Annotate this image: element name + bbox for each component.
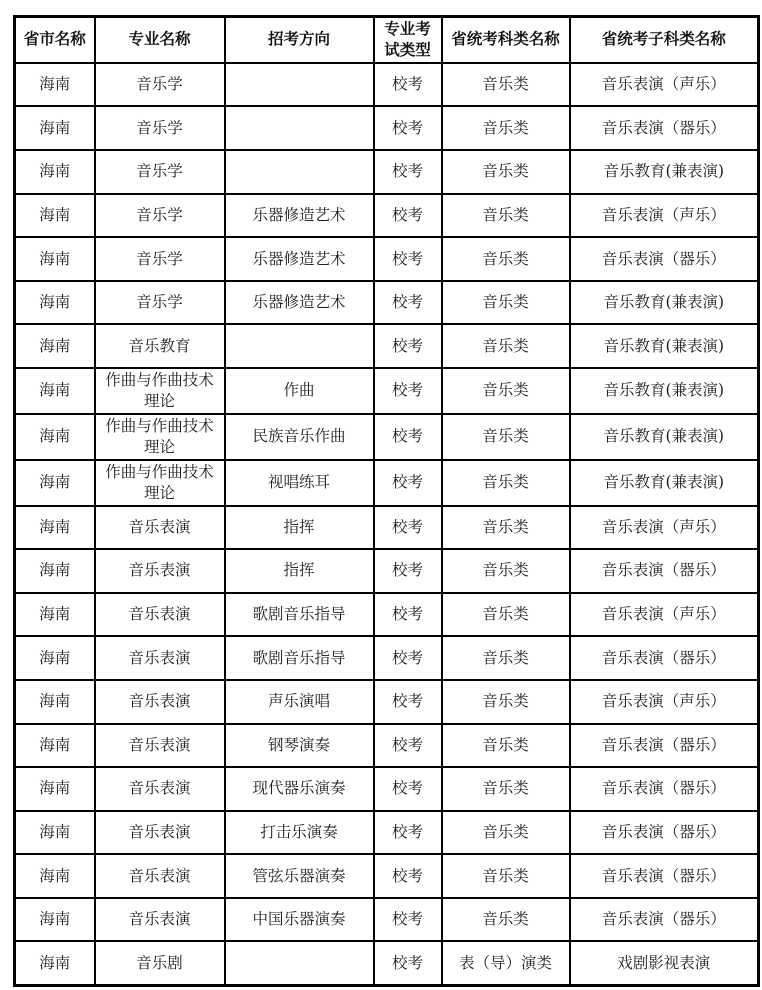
table-cell: 音乐表演（器乐） [570, 724, 759, 768]
table-cell: 校考 [374, 194, 442, 238]
table-row [15, 324, 759, 368]
table-cell: 音乐类 [442, 150, 570, 194]
table-cell: 海南 [15, 854, 95, 898]
column-header: 招考方向 [225, 17, 374, 63]
table-cell: 海南 [15, 63, 95, 107]
table-cell: 音乐学 [95, 63, 225, 107]
column-header: 省市名称 [15, 17, 95, 63]
table-cell: 乐器修造艺术 [225, 281, 374, 325]
table-cell: 音乐教育(兼表演) [570, 281, 759, 325]
table-cell: 音乐类 [442, 414, 570, 460]
table-cell: 音乐学 [95, 106, 225, 150]
table-cell: 校考 [374, 724, 442, 768]
table-cell: 音乐教育(兼表演) [570, 150, 759, 194]
table-cell [225, 941, 374, 985]
table-row [15, 368, 759, 414]
table-cell: 校考 [374, 680, 442, 724]
table-cell: 歌剧音乐指导 [225, 636, 374, 680]
table-cell: 海南 [15, 368, 95, 414]
table-cell: 音乐表演（声乐） [570, 63, 759, 107]
table-cell: 作曲与作曲技术理论 [95, 368, 225, 414]
table-cell: 校考 [374, 506, 442, 550]
table-cell: 校考 [374, 237, 442, 281]
table-cell: 音乐类 [442, 549, 570, 593]
table-row [15, 281, 759, 325]
table-cell: 海南 [15, 106, 95, 150]
table-cell: 指挥 [225, 549, 374, 593]
table-cell: 校考 [374, 368, 442, 414]
table-cell: 音乐类 [442, 506, 570, 550]
table-cell: 现代器乐演奏 [225, 767, 374, 811]
table-cell: 音乐类 [442, 237, 570, 281]
table-cell: 乐器修造艺术 [225, 194, 374, 238]
table-row [15, 854, 759, 898]
table-row [15, 593, 759, 637]
table-cell: 音乐表演 [95, 898, 225, 942]
table-row [15, 767, 759, 811]
table-cell: 音乐教育(兼表演) [570, 324, 759, 368]
table-cell: 海南 [15, 194, 95, 238]
table-row [15, 106, 759, 150]
table-cell: 音乐类 [442, 898, 570, 942]
table-cell: 校考 [374, 854, 442, 898]
table-cell: 音乐学 [95, 281, 225, 325]
table-row [15, 680, 759, 724]
table-row [15, 150, 759, 194]
header-row [15, 17, 759, 63]
table-cell: 作曲与作曲技术理论 [95, 414, 225, 460]
table-cell: 音乐类 [442, 680, 570, 724]
table-cell: 音乐类 [442, 811, 570, 855]
table-cell: 音乐表演（声乐） [570, 506, 759, 550]
table-row [15, 811, 759, 855]
table-row [15, 414, 759, 460]
table-row [15, 506, 759, 550]
table-cell: 海南 [15, 898, 95, 942]
table-cell: 校考 [374, 460, 442, 506]
table-cell: 音乐表演（器乐） [570, 237, 759, 281]
table-cell: 校考 [374, 324, 442, 368]
table-cell: 音乐表演（器乐） [570, 106, 759, 150]
table-cell: 音乐表演（器乐） [570, 811, 759, 855]
table-cell: 音乐表演 [95, 767, 225, 811]
table-cell: 海南 [15, 767, 95, 811]
table-cell: 音乐剧 [95, 941, 225, 985]
table-cell: 校考 [374, 281, 442, 325]
table-cell: 海南 [15, 460, 95, 506]
table-cell: 音乐类 [442, 854, 570, 898]
column-header: 省统考子科类名称 [570, 17, 759, 63]
table-cell: 音乐类 [442, 324, 570, 368]
table-cell: 音乐表演 [95, 854, 225, 898]
table-cell [225, 324, 374, 368]
table-cell: 音乐类 [442, 593, 570, 637]
table-cell: 音乐类 [442, 636, 570, 680]
table-cell: 戏剧影视表演 [570, 941, 759, 985]
table-cell: 音乐类 [442, 724, 570, 768]
table-cell: 海南 [15, 414, 95, 460]
table-cell: 中国乐器演奏 [225, 898, 374, 942]
table-cell: 指挥 [225, 506, 374, 550]
table-cell: 海南 [15, 941, 95, 985]
table-cell: 海南 [15, 324, 95, 368]
table-row [15, 237, 759, 281]
table-row [15, 63, 759, 107]
table-cell: 作曲与作曲技术理论 [95, 460, 225, 506]
table-cell: 海南 [15, 636, 95, 680]
table-row [15, 941, 759, 985]
table-cell: 乐器修造艺术 [225, 237, 374, 281]
table-cell: 音乐表演 [95, 811, 225, 855]
table-cell: 音乐类 [442, 106, 570, 150]
table-cell: 声乐演唱 [225, 680, 374, 724]
table-cell: 音乐表演 [95, 506, 225, 550]
table-cell: 音乐学 [95, 150, 225, 194]
table-row [15, 549, 759, 593]
table-cell [225, 150, 374, 194]
table-cell: 民族音乐作曲 [225, 414, 374, 460]
table-cell: 校考 [374, 106, 442, 150]
table-cell: 音乐教育(兼表演) [570, 460, 759, 506]
table-cell: 音乐类 [442, 368, 570, 414]
table-row [15, 898, 759, 942]
table-cell: 音乐表演（器乐） [570, 636, 759, 680]
table-cell: 钢琴演奏 [225, 724, 374, 768]
table-cell: 海南 [15, 506, 95, 550]
table-cell: 音乐类 [442, 460, 570, 506]
table-row [15, 724, 759, 768]
table-cell: 音乐表演（器乐） [570, 767, 759, 811]
column-header: 专业名称 [95, 17, 225, 63]
table-cell: 校考 [374, 636, 442, 680]
table-cell: 音乐教育(兼表演) [570, 368, 759, 414]
table-cell: 音乐学 [95, 194, 225, 238]
table-cell: 音乐表演（声乐） [570, 680, 759, 724]
table-cell: 校考 [374, 767, 442, 811]
table-cell: 海南 [15, 237, 95, 281]
table-cell: 音乐表演（声乐） [570, 593, 759, 637]
column-header: 省统考科类名称 [442, 17, 570, 63]
table-cell: 音乐表演 [95, 636, 225, 680]
table-cell: 音乐类 [442, 767, 570, 811]
table-cell: 校考 [374, 898, 442, 942]
table-cell: 校考 [374, 414, 442, 460]
table-cell [225, 63, 374, 107]
table-cell: 海南 [15, 281, 95, 325]
table-cell: 校考 [374, 150, 442, 194]
table-cell: 音乐表演 [95, 593, 225, 637]
table-cell: 音乐类 [442, 194, 570, 238]
table-cell: 音乐表演（声乐） [570, 194, 759, 238]
table-cell: 作曲 [225, 368, 374, 414]
table-cell: 视唱练耳 [225, 460, 374, 506]
table-cell: 校考 [374, 593, 442, 637]
table-cell: 海南 [15, 150, 95, 194]
table-cell: 音乐表演 [95, 549, 225, 593]
table-cell: 校考 [374, 811, 442, 855]
table-cell [225, 106, 374, 150]
table-cell: 打击乐演奏 [225, 811, 374, 855]
table-cell: 音乐学 [95, 237, 225, 281]
table-cell: 音乐表演（器乐） [570, 854, 759, 898]
table-row [15, 194, 759, 238]
table-cell: 音乐教育 [95, 324, 225, 368]
table-cell: 音乐表演（器乐） [570, 898, 759, 942]
table-cell: 管弦乐器演奏 [225, 854, 374, 898]
table-cell: 海南 [15, 680, 95, 724]
exam-category-table [13, 15, 760, 987]
table-cell: 海南 [15, 724, 95, 768]
table-header [15, 17, 759, 63]
table-cell: 歌剧音乐指导 [225, 593, 374, 637]
table-cell: 音乐教育(兼表演) [570, 414, 759, 460]
exam-category-table-container [13, 15, 757, 987]
table-cell: 海南 [15, 593, 95, 637]
table-row [15, 636, 759, 680]
table-cell: 校考 [374, 549, 442, 593]
table-cell: 音乐类 [442, 63, 570, 107]
table-cell: 海南 [15, 811, 95, 855]
table-cell: 海南 [15, 549, 95, 593]
table-cell: 校考 [374, 941, 442, 985]
table-cell: 表（导）演类 [442, 941, 570, 985]
table-body [15, 63, 759, 985]
table-cell: 音乐表演（器乐） [570, 549, 759, 593]
table-cell: 校考 [374, 63, 442, 107]
table-row [15, 460, 759, 506]
table-cell: 音乐表演 [95, 680, 225, 724]
table-cell: 音乐类 [442, 281, 570, 325]
table-cell: 音乐表演 [95, 724, 225, 768]
column-header: 专业考试类型 [374, 17, 442, 63]
